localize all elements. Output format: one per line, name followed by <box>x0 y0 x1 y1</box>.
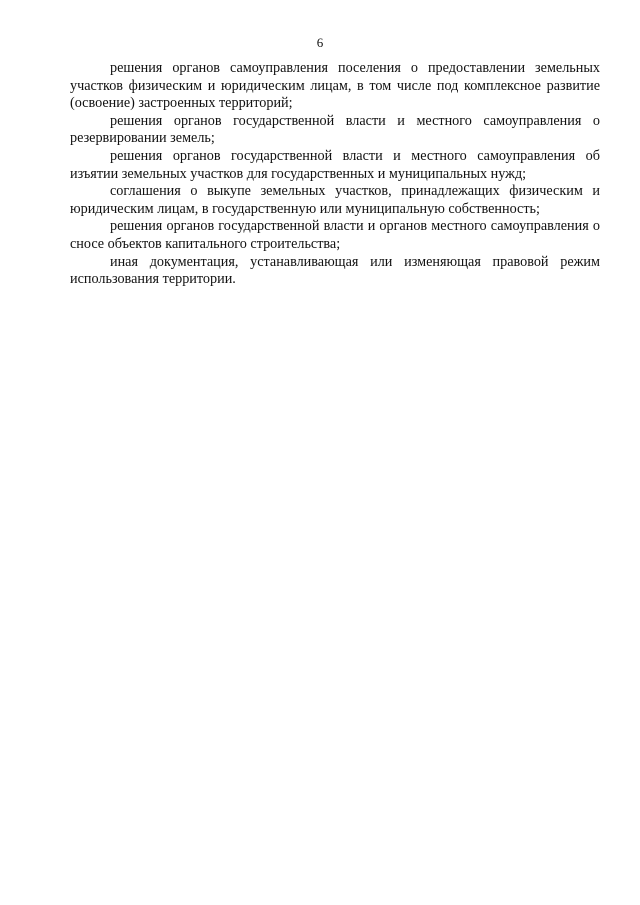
paragraph-land-seizure: решения органов государственной власти и местного самоуправления об изъятии земельных участков для государственных и муниципальных нужд; <box>70 147 600 182</box>
page-number: 6 <box>316 35 324 50</box>
paragraph-other-documentation: иная документация, устанавливающая или изменяющая правовой режим использования территории. <box>70 253 600 288</box>
document-body <box>70 60 600 289</box>
paragraph-buyout-agreements: соглашения о выкупе земельных участков, принадлежащих физическим и юридическим лицам, в государственную или муниципальную собственность; <box>70 183 600 217</box>
paragraph-demolition-decisions: решения органов государственной власти и органов местного самоуправления о сносе объектов капитального строительства; <box>70 218 600 252</box>
paragraph-settlement-decisions: решения органов самоуправления поселения о предоставлении земельных участков физическим и юридическим лицам, в том числе под комплексное развитие (освоение) застроенных территорий; <box>70 60 600 112</box>
paragraph-land-reservation: решения органов государственной власти и местного самоуправления о резервировании земель; <box>70 112 600 147</box>
